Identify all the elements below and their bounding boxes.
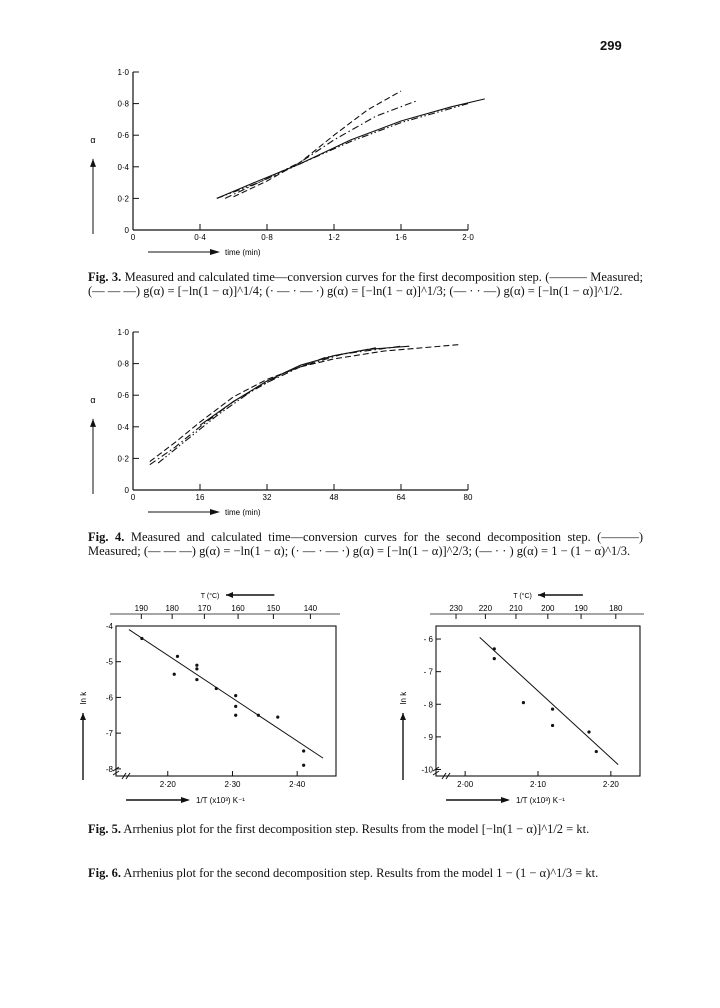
x-tick-label: 0·8 (261, 233, 273, 242)
series-line-3 (225, 100, 418, 198)
y-tick-label: 0 (124, 486, 129, 495)
top-tick-label: 190 (574, 604, 588, 613)
fit-line (480, 637, 618, 764)
x-tick-label: 0·4 (194, 233, 206, 242)
figure-4-caption-text: Measured and calculated time—conversion curves for the second decomposition step. (———) Measured; (— — —) g(α) = −ln(1 − α); (· — · — ·) g(α) = [−ln(1 − α)]^2/3; (— · · ) g(α) = 1 − (1 − α)^1/3. (88, 530, 644, 558)
y-tick-label: -5 (105, 657, 113, 667)
top-tick-label: 210 (509, 604, 523, 613)
y-tick-label: - 8 (423, 700, 433, 710)
y-tick-label: - 7 (423, 667, 433, 677)
y-axis-arrowhead (80, 713, 86, 720)
top-axis-label: T (°C) (513, 593, 532, 600)
x-tick-label: 1·2 (328, 233, 340, 242)
series-line-4 (158, 348, 376, 463)
top-axis-arrowhead (226, 592, 233, 598)
y-tick-label: 0·2 (117, 454, 129, 464)
top-tick-label: 220 (478, 604, 493, 613)
y-tick-label: -8 (105, 764, 113, 774)
x-axis-arrowhead (210, 509, 220, 515)
x-axis-arrowhead (210, 249, 220, 255)
x-tick-label: 2·40 (289, 780, 306, 789)
y-tick-label: 0·4 (117, 162, 129, 172)
x-axis-arrowhead (181, 797, 190, 803)
figure-5-caption-text: Arrhenius plot for the first decomposition step. Results from the model [−ln(1 − α)]^1/2 = kt. (123, 822, 590, 836)
figure-3-label: Fig. 3. (88, 270, 122, 284)
x-tick-label: 2·20 (159, 780, 176, 789)
series-line-2 (150, 345, 460, 462)
x-tick-label: 32 (262, 493, 272, 502)
data-point (195, 678, 198, 681)
y-axis-arrowhead (90, 419, 96, 427)
top-tick-label: 140 (303, 604, 318, 613)
figure-3-caption (88, 270, 643, 298)
figure-5-caption (88, 822, 643, 836)
figure-6-caption-text: Arrhenius plot for the second decomposition step. Results from the model 1 − (1 − α)^1/3 = kt. (123, 866, 599, 880)
data-point (234, 694, 237, 697)
figure-6-caption (88, 866, 643, 880)
y-tick-label: -6 (105, 693, 113, 703)
figure-5-label: Fig. 5. (88, 822, 121, 836)
y-tick-label: 0·6 (117, 131, 129, 141)
series-line-3 (150, 346, 401, 465)
x-axis-arrowhead (501, 797, 510, 803)
figure-3-chart (88, 62, 508, 267)
top-tick-label: 180 (165, 604, 179, 613)
fit-line (129, 630, 323, 759)
plot-frame (116, 626, 336, 776)
top-tick-label: 230 (449, 604, 463, 613)
figure-4-caption (88, 530, 643, 558)
x-tick-label: 2·0 (462, 233, 474, 242)
data-point (587, 730, 590, 733)
y-tick-label: -4 (105, 622, 113, 631)
figure-4-chart (88, 322, 508, 527)
data-point (551, 708, 554, 711)
figure-3-caption-text: Measured and calculated time—conversion curves for the first decomposition step. (——— Measured; (— — —) g(α) = [−ln(1 − α)]^1/4; (· — · — ·) g(α) = [−ln(1 − α)]^1/3; (— · · —) g(α) = [−ln(1 − α)]^1/2. (88, 270, 644, 298)
y-axis-arrowhead (400, 713, 406, 720)
top-tick-label: 200 (541, 604, 555, 613)
data-point (140, 637, 143, 640)
data-point (234, 705, 237, 708)
x-axis-label: time (min) (225, 508, 261, 517)
y-tick-label: 0·2 (117, 194, 129, 204)
x-tick-label: 80 (463, 493, 473, 502)
figure-6-chart (378, 590, 658, 815)
y-tick-label: 0·4 (117, 422, 129, 432)
data-point (522, 701, 525, 704)
y-axis-arrowhead (90, 159, 96, 167)
data-point (215, 687, 218, 690)
x-axis-label: 1/T (x10³) K⁻¹ (516, 796, 565, 805)
page-number: 299 (600, 38, 622, 53)
y-axis-label: α (90, 135, 96, 146)
x-tick-label: 2·10 (529, 780, 547, 789)
y-tick-label: -7 (105, 729, 113, 739)
plot-frame (436, 626, 640, 776)
x-tick-label: 2·20 (602, 780, 619, 789)
x-tick-label: 2·30 (224, 780, 241, 789)
x-tick-label: 16 (195, 493, 205, 502)
top-axis-arrowhead (538, 592, 545, 598)
data-point (302, 749, 305, 752)
y-axis-label: α (90, 395, 96, 406)
y-tick-label: -10 (421, 765, 433, 775)
data-point (195, 664, 198, 667)
x-tick-label: 2·00 (457, 780, 474, 789)
y-tick-label: - 6 (423, 635, 433, 645)
x-tick-label: 0 (130, 493, 136, 502)
top-tick-label: 160 (231, 604, 245, 613)
top-tick-label: 170 (197, 604, 212, 613)
x-tick-label: 1·6 (395, 233, 407, 242)
series-line-4 (217, 104, 468, 199)
data-point (493, 657, 496, 660)
series-line-1 (200, 346, 409, 425)
data-point (195, 667, 198, 670)
top-axis-label: T (°C) (200, 593, 220, 600)
y-axis-label: ln k (79, 691, 88, 705)
y-tick-label: 1·0 (117, 68, 129, 77)
data-point (595, 750, 598, 753)
y-tick-label: 0·6 (117, 391, 129, 401)
y-tick-label: 0 (124, 226, 129, 235)
data-point (234, 714, 237, 717)
x-tick-label: 0 (130, 233, 136, 242)
data-point (302, 764, 305, 767)
data-point (276, 715, 279, 718)
x-axis-label: 1/T (x10³) K⁻¹ (196, 796, 245, 805)
data-point (176, 655, 179, 658)
x-tick-label: 48 (329, 493, 339, 502)
top-tick-label: 190 (134, 604, 148, 613)
data-point (173, 673, 176, 676)
data-point (551, 724, 554, 727)
figure-6-label: Fig. 6. (88, 866, 121, 880)
y-tick-label: 1·0 (117, 328, 129, 337)
data-point (493, 647, 496, 650)
top-tick-label: 150 (266, 604, 281, 613)
y-axis-label: ln k (399, 691, 408, 705)
data-point (257, 714, 260, 717)
figure-5-chart (58, 590, 343, 815)
figure-4-label: Fig. 4. (88, 530, 125, 544)
x-axis-label: time (min) (225, 248, 261, 257)
y-tick-label: 0·8 (117, 359, 129, 369)
y-tick-label: - 9 (423, 732, 433, 742)
top-tick-label: 180 (609, 604, 623, 613)
y-tick-label: 0·8 (117, 99, 129, 109)
x-tick-label: 64 (396, 493, 406, 502)
